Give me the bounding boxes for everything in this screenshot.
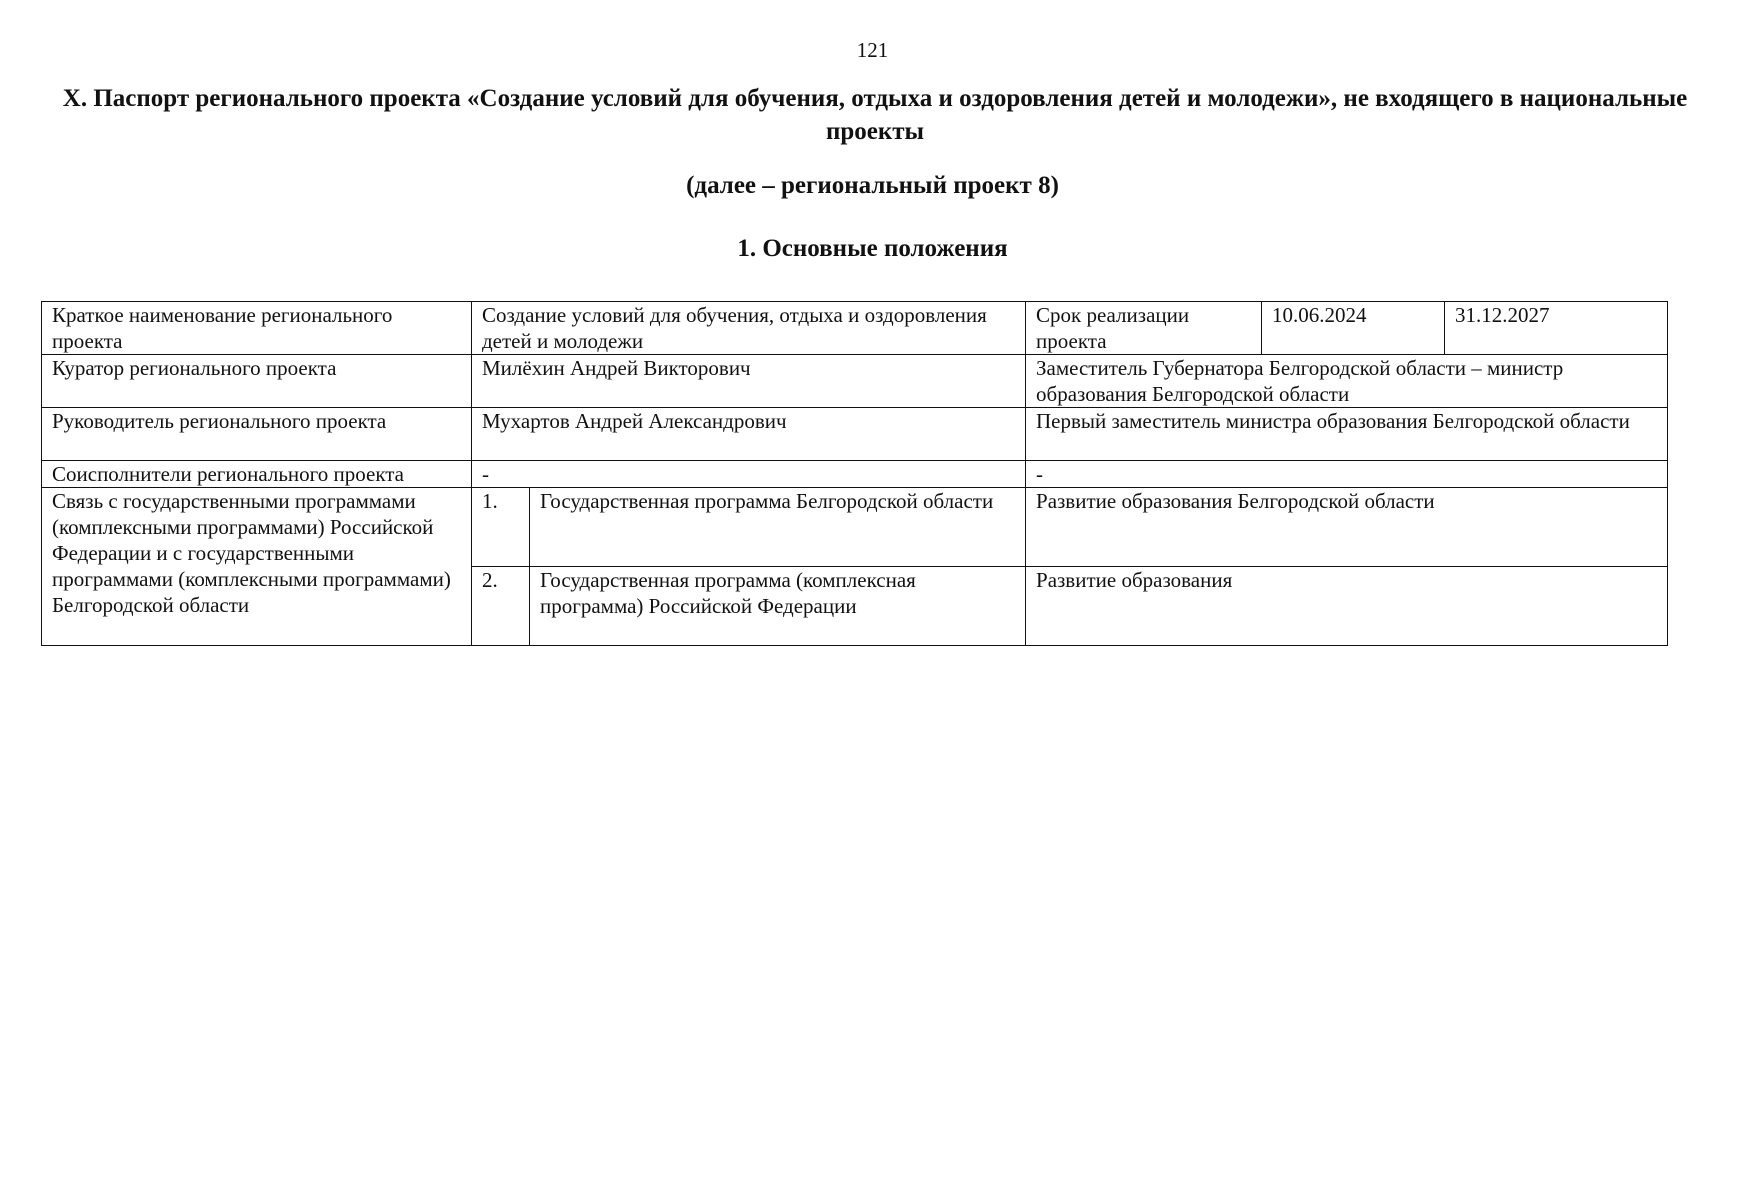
- program-name: Развитие образования Белгородской области: [1026, 488, 1668, 567]
- document-title: X. Паспорт регионального проекта «Создание условий для обучения, отдыха и оздоровления детей и молодежи», не входящего в национальные проекты: [62, 85, 1688, 145]
- short-name-label: Краткое наименование регионального проекта: [42, 302, 472, 355]
- curator-position: Заместитель Губернатора Белгородской области – министр образования Белгородской области: [1026, 355, 1668, 408]
- head-label: Руководитель регионального проекта: [42, 408, 472, 461]
- table-row: [42, 355, 1668, 408]
- head-position: Первый заместитель министра образования Белгородской области: [1026, 408, 1668, 461]
- coexecutors-label: Соисполнители регионального проекта: [42, 461, 472, 488]
- program-name: Развитие образования: [1026, 567, 1668, 646]
- program-type: Государственная программа Белгородской области: [530, 488, 1026, 567]
- curator-label: Куратор регионального проекта: [42, 355, 472, 408]
- program-link-label: Связь с государственными программами (комплексными программами) Российской Федерации и с государственными программами (комплексными программами) Белгородской области: [42, 488, 472, 646]
- short-name-value: Создание условий для обучения, отдыха и оздоровления детей и молодежи: [472, 302, 1026, 355]
- coexecutors-name: -: [472, 461, 1026, 488]
- table-row: [42, 302, 1668, 355]
- coexecutors-position: -: [1026, 461, 1668, 488]
- term-label: Срок реализации проекта: [1026, 302, 1262, 355]
- table-row: [42, 461, 1668, 488]
- curator-name: Милёхин Андрей Викторович: [472, 355, 1026, 408]
- project-passport-table: [41, 301, 1668, 646]
- end-date: 31.12.2027: [1445, 302, 1668, 355]
- program-type: Государственная программа (комплексная программа) Российской Федерации: [530, 567, 1026, 646]
- program-number: 1.: [472, 488, 530, 567]
- table-row: [42, 408, 1668, 461]
- start-date: 10.06.2024: [1262, 302, 1445, 355]
- program-number: 2.: [472, 567, 530, 646]
- table-row: [42, 488, 1668, 567]
- page-number: 121: [856, 38, 889, 62]
- section-heading: 1. Основные положения: [737, 235, 1008, 262]
- document-subtitle: (далее – региональный проект 8): [686, 172, 1059, 199]
- head-name: Мухартов Андрей Александрович: [472, 408, 1026, 461]
